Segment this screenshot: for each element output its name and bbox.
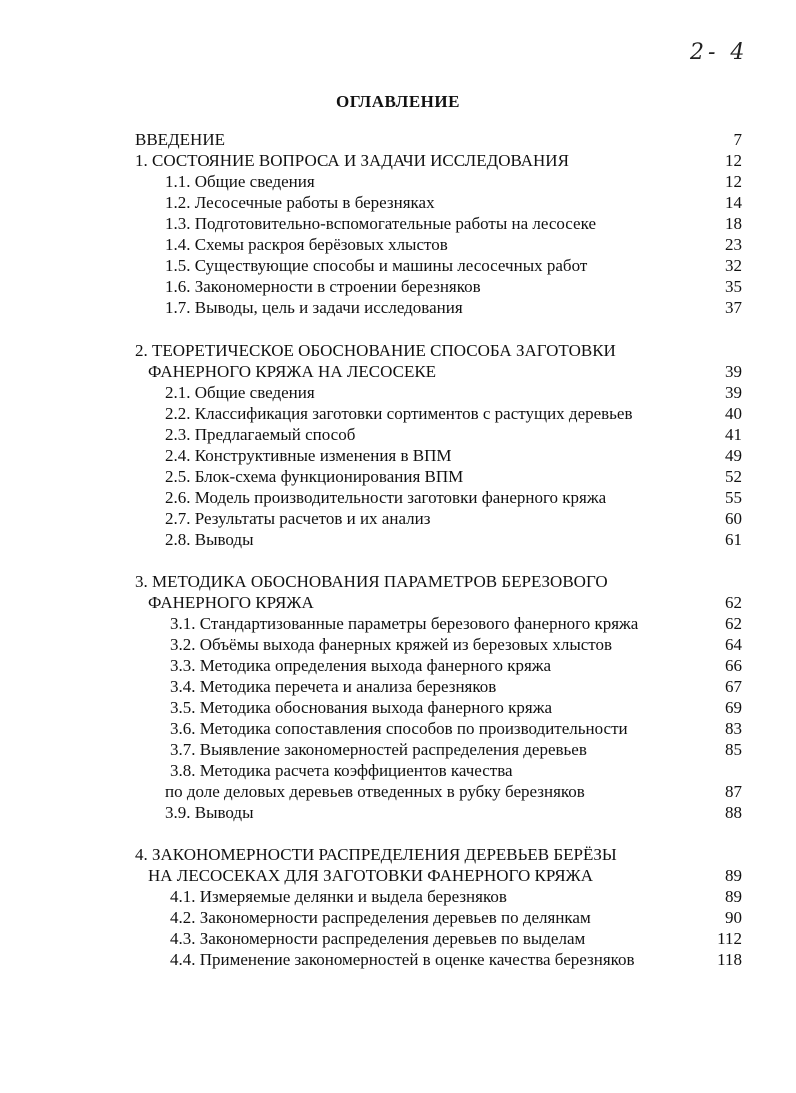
- toc-entry-page: 7: [733, 130, 742, 149]
- toc-entry-text: 4.4. Применение закономерностей в оценке качества березняков: [170, 950, 635, 969]
- toc-entry: [0, 382, 796, 403]
- toc-entry-text: 3.2. Объёмы выхода фанерных кряжей из березовых хлыстов: [170, 635, 613, 654]
- toc-entry-text: 1. СОСТОЯНИЕ ВОПРОСА И ЗАДАЧИ ИССЛЕДОВАНИЯ: [135, 151, 569, 170]
- toc-entry: [0, 844, 796, 865]
- toc-entry-text: 2.2. Классификация заготовки сортиментов с растущих деревьев: [165, 404, 633, 423]
- toc-entry-text: ВВЕДЕНИЕ: [135, 130, 225, 149]
- toc-entry-text: 2.5. Блок-схема функционирования ВПМ: [165, 467, 464, 486]
- toc-entry-text: 2.3. Предлагаемый способ: [165, 425, 356, 444]
- toc-entry-text: 4.3. Закономерности распределения деревьев по выделам: [170, 929, 586, 948]
- toc-entry-page: 41: [725, 425, 742, 444]
- toc-entry-page: 62: [725, 614, 742, 633]
- toc-entry-page: 18: [725, 214, 742, 233]
- toc-entry-page: 112: [717, 929, 742, 948]
- toc-entry-page: 32: [725, 256, 742, 275]
- toc-entry: [0, 739, 796, 760]
- toc-entry: [0, 255, 796, 276]
- toc-entry: [0, 907, 796, 928]
- toc-entry-text: 3.7. Выявление закономерностей распределения деревьев: [170, 740, 587, 759]
- toc-entry: [0, 676, 796, 697]
- toc-entry-text: по доле деловых деревьев отведенных в рубку березняков: [165, 782, 585, 801]
- toc-entry-text: 3.8. Методика расчета коэффициентов качества: [170, 761, 513, 780]
- toc-entry-text: 1.2. Лесосечные работы в березняках: [165, 193, 435, 212]
- toc-entry: [0, 781, 796, 802]
- toc-entry-text: 3.1. Стандартизованные параметры березового фанерного кряжа: [170, 614, 639, 633]
- toc-entry: [0, 886, 796, 907]
- toc-entry: [0, 634, 796, 655]
- toc-entry-text: 1.1. Общие сведения: [165, 172, 315, 191]
- toc-entry-text: 1.5. Существующие способы и машины лесосечных работ: [165, 256, 588, 275]
- toc-entry-page: 52: [725, 467, 742, 486]
- toc-entry-page: 35: [725, 277, 742, 296]
- toc-entry-page: 64: [725, 635, 742, 654]
- toc-entry-page: 55: [725, 488, 742, 507]
- toc-entry: [0, 508, 796, 529]
- toc-entry-text: 1.4. Схемы раскроя берёзовых хлыстов: [165, 235, 448, 254]
- toc-entry-page: 87: [725, 782, 742, 801]
- toc-entry: [0, 487, 796, 508]
- toc-entry-page: 49: [725, 446, 742, 465]
- toc-entry-page: 85: [725, 740, 742, 759]
- toc-entry-text: 1.3. Подготовительно-вспомогательные работы на лесосеке: [165, 214, 596, 233]
- toc-entry-text: 2.1. Общие сведения: [165, 383, 315, 402]
- toc-entry: [0, 445, 796, 466]
- toc-entry: [0, 613, 796, 634]
- toc-entry: [0, 403, 796, 424]
- toc-entry: [0, 571, 796, 592]
- toc-entry-page: 12: [725, 172, 742, 191]
- toc-entry-text: 2.8. Выводы: [165, 530, 254, 549]
- toc-entry-text: 3.3. Методика определения выхода фанерного кряжа: [170, 656, 552, 675]
- toc-entry-text: НА ЛЕСОСЕКАХ ДЛЯ ЗАГОТОВКИ ФАНЕРНОГО КРЯЖА: [148, 866, 594, 885]
- toc-entry-page: 89: [725, 866, 742, 885]
- toc-entry-page: 83: [725, 719, 742, 738]
- toc-entry: [0, 928, 796, 949]
- toc-entry: [0, 592, 796, 613]
- toc-entry-page: 37: [725, 298, 742, 317]
- toc-entry-page: 88: [725, 803, 742, 822]
- toc-entry: [0, 171, 796, 192]
- toc-entry-page: 66: [725, 656, 742, 675]
- toc-entry-text: 3.5. Методика обоснования выхода фанерного кряжа: [170, 698, 553, 717]
- toc-entry-page: 69: [725, 698, 742, 717]
- toc-entry: [0, 276, 796, 297]
- toc-entry: [0, 213, 796, 234]
- toc-entry-text: 2.4. Конструктивные изменения в ВПМ: [165, 446, 452, 465]
- toc-entry: [0, 760, 796, 781]
- toc-entry: [0, 949, 796, 970]
- toc-entry: [0, 340, 796, 361]
- toc-entry-text: 4.1. Измеряемые делянки и выдела березняков: [170, 887, 507, 906]
- toc-entry-page: 90: [725, 908, 742, 927]
- toc-entry-text: 4. ЗАКОНОМЕРНОСТИ РАСПРЕДЕЛЕНИЯ ДЕРЕВЬЕВ БЕРЁЗЫ: [135, 845, 617, 864]
- toc-entry: [0, 655, 796, 676]
- toc-entry-text: 3.6. Методика сопоставления способов по производительности: [170, 719, 628, 738]
- toc-entry: [0, 466, 796, 487]
- toc-entry-text: 3.4. Методика перечета и анализа березняков: [170, 677, 497, 696]
- toc-entry-page: 23: [725, 235, 742, 254]
- toc-entry: [0, 718, 796, 739]
- toc-entry-page: 61: [725, 530, 742, 549]
- toc-entry-page: 89: [725, 887, 742, 906]
- toc-entry: [0, 297, 796, 318]
- toc-entry-text: 2.7. Результаты расчетов и их анализ: [165, 509, 431, 528]
- toc-entry: [0, 150, 796, 171]
- toc-entry-text: ФАНЕРНОГО КРЯЖА: [148, 593, 314, 612]
- toc-entry-text: ФАНЕРНОГО КРЯЖА НА ЛЕСОСЕКЕ: [148, 362, 437, 381]
- toc-entry: [0, 802, 796, 823]
- toc-entry-page: 67: [725, 677, 742, 696]
- toc-entry: [0, 361, 796, 382]
- toc-entry: [0, 865, 796, 886]
- toc-entry: [0, 424, 796, 445]
- toc-entry-page: 60: [725, 509, 742, 528]
- toc-entry-page: 39: [725, 383, 742, 402]
- toc-entry: [0, 234, 796, 255]
- toc-entry-page: 39: [725, 362, 742, 381]
- toc-entry: [0, 697, 796, 718]
- toc-entry-text: 1.6. Закономерности в строении березняков: [165, 277, 481, 296]
- toc-entry-page: 118: [717, 950, 742, 969]
- toc-entry-page: 40: [725, 404, 742, 423]
- toc-entry-page: 62: [725, 593, 742, 612]
- toc-entry-text: 2.6. Модель производительности заготовки фанерного кряжа: [165, 488, 607, 507]
- toc-entry-text: 2. ТЕОРЕТИЧЕСКОЕ ОБОСНОВАНИЕ СПОСОБА ЗАГОТОВКИ: [135, 341, 616, 360]
- toc-entry: [0, 129, 796, 150]
- toc-entry-text: 3. МЕТОДИКА ОБОСНОВАНИЯ ПАРАМЕТРОВ БЕРЕЗОВОГО: [135, 572, 608, 591]
- toc-entry-text: 4.2. Закономерности распределения деревьев по делянкам: [170, 908, 591, 927]
- toc-entry-page: 14: [725, 193, 742, 212]
- toc-entry-page: 12: [725, 151, 742, 170]
- handwritten-page-mark: 2- 4: [690, 40, 749, 65]
- toc-entry-text: 3.9. Выводы: [165, 803, 254, 822]
- toc-entry-text: 1.7. Выводы, цель и задачи исследования: [165, 298, 463, 317]
- page-title: ОГЛАВЛЕНИЕ: [336, 92, 460, 111]
- toc-entry: [0, 192, 796, 213]
- toc-entry: [0, 529, 796, 550]
